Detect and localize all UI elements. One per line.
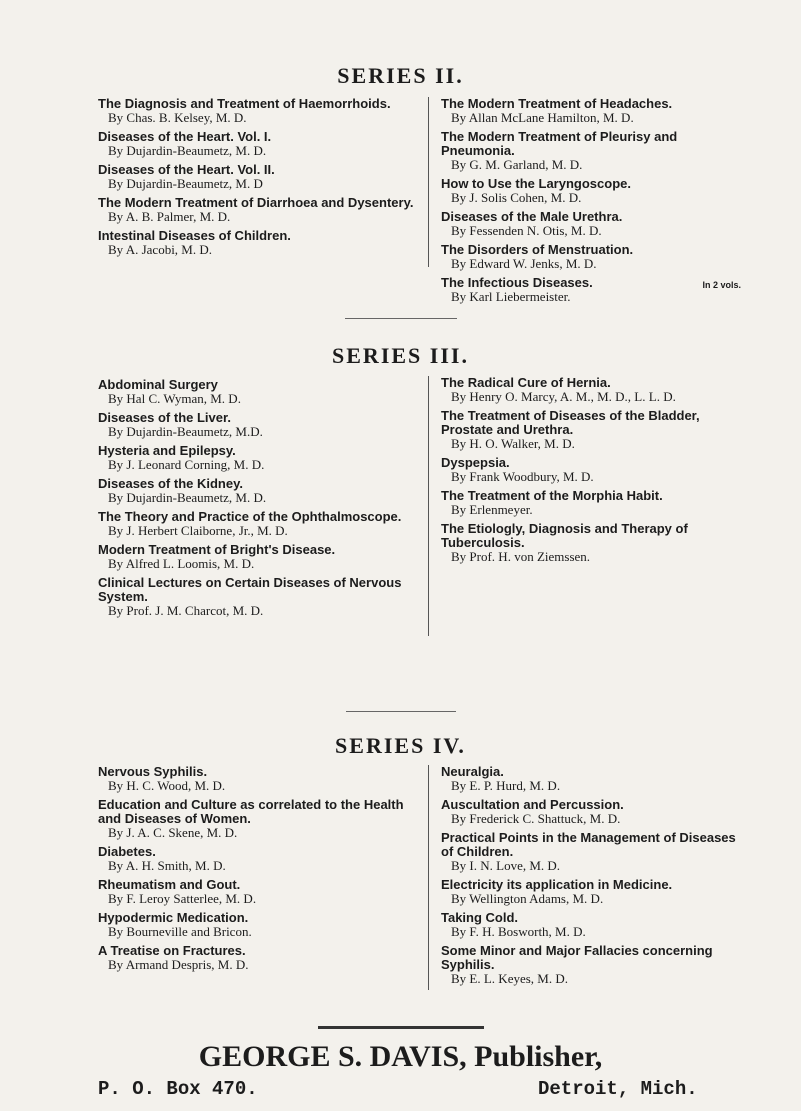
book-title: Diseases of the Kidney.: [98, 476, 243, 491]
book-entry: [441, 765, 746, 793]
volume-note: In 2 vols.: [702, 280, 741, 290]
book-author: By A. Jacobi, M. D.: [108, 242, 212, 257]
book-author: By F. Leroy Satterlee, M. D.: [108, 891, 257, 906]
series-3-title: SERIES III.: [332, 343, 469, 368]
book-title: Diseases of the Heart. Vol. I.: [98, 129, 272, 144]
book-author: By Bourneville and Bricon.: [108, 924, 252, 939]
book-entry: [441, 911, 746, 939]
book-entry: [98, 229, 428, 257]
series-2-title: SERIES II.: [337, 63, 464, 88]
book-title: The Modern Treatment of Diarrhoea and Dysentery.: [98, 195, 414, 210]
series-4-left-column: [98, 765, 428, 977]
book-entry: [98, 765, 428, 793]
book-title: Hysteria and Epilepsy.: [98, 443, 236, 458]
book-author: By A. B. Palmer, M. D.: [108, 209, 231, 224]
book-title: Abdominal Surgery: [98, 377, 218, 392]
book-entry: [441, 522, 746, 564]
book-entry: [441, 130, 741, 172]
book-entry: [98, 576, 428, 618]
book-author: By Armand Despris, M. D.: [108, 957, 249, 972]
series-4-right-column: [428, 765, 746, 990]
book-title: Diseases of the Male Urethra.: [441, 209, 623, 224]
book-author: By Dujardin-Beaumetz, M. D.: [108, 143, 267, 158]
book-entry: [98, 543, 428, 571]
book-entry: [441, 376, 746, 404]
book-entry: [98, 944, 428, 972]
book-author: By E. P. Hurd, M. D.: [451, 778, 561, 793]
book-author: By Chas. B. Kelsey, M. D.: [108, 110, 247, 125]
book-title: Diseases of the Liver.: [98, 410, 231, 425]
book-author: By Fessenden N. Otis, M. D.: [451, 223, 602, 238]
publisher-rule: [318, 1026, 484, 1029]
book-title: Clinical Lectures on Certain Diseases of Nervous System.: [98, 575, 402, 604]
book-title: Nervous Syphilis.: [98, 764, 208, 779]
book-entry: [441, 97, 741, 125]
series-2-divider-rule: [345, 318, 457, 319]
book-entry: [98, 378, 428, 406]
book-title: Auscultation and Percussion.: [441, 797, 624, 812]
book-entry: [98, 196, 428, 224]
publisher-name: GEORGE S. DAVIS, Publisher,: [198, 1040, 603, 1073]
publisher-po-box: P. O. Box 470.: [98, 1078, 258, 1100]
book-author: By H. O. Walker, M. D.: [451, 436, 575, 451]
book-author: By J. Leonard Corning, M. D.: [108, 457, 265, 472]
book-author: By H. C. Wood, M. D.: [108, 778, 226, 793]
book-author: By Prof. H. von Ziemssen.: [451, 549, 591, 564]
book-author: By Frederick C. Shattuck, M. D.: [451, 811, 621, 826]
book-entry: [441, 798, 746, 826]
book-title: A Treatise on Fractures.: [98, 943, 246, 958]
book-title: The Radical Cure of Hernia.: [441, 375, 611, 390]
book-title: Intestinal Diseases of Children.: [98, 228, 291, 243]
book-title: The Treatment of Diseases of the Bladder, Prostate and Urethra.: [441, 408, 700, 437]
book-entry: [441, 276, 741, 304]
book-title: The Etiologly, Diagnosis and Therapy of Tuberculosis.: [441, 521, 688, 550]
book-entry: [441, 489, 746, 517]
book-author: By Edward W. Jenks, M. D.: [451, 256, 597, 271]
series-3-right-column: [428, 376, 746, 636]
book-title: The Treatment of the Morphia Habit.: [441, 488, 663, 503]
book-entry: [98, 130, 428, 158]
book-author: By J. Herbert Claiborne, Jr., M. D.: [108, 523, 288, 538]
book-author: By Henry O. Marcy, A. M., M. D., L. L. D.: [451, 389, 676, 404]
book-title: Diabetes.: [98, 844, 156, 859]
book-title: Modern Treatment of Bright's Disease.: [98, 542, 336, 557]
book-entry: [441, 210, 741, 238]
book-author: By I. N. Love, M. D.: [451, 858, 561, 873]
book-author: By F. H. Bosworth, M. D.: [451, 924, 586, 939]
book-entry: [441, 243, 741, 271]
book-author: By Wellington Adams, M. D.: [451, 891, 604, 906]
book-entry: [98, 444, 428, 472]
series-2-right-column: [428, 96, 741, 304]
book-author: By Dujardin-Beaumetz, M. D.: [108, 490, 267, 505]
book-title: The Modern Treatment of Pleurisy and Pneumonia.: [441, 129, 678, 158]
book-title: How to Use the Laryngoscope.: [441, 176, 631, 191]
book-entry: [441, 409, 746, 451]
series-4-title: SERIES IV.: [335, 733, 466, 758]
book-author: By Dujardin-Beaumetz, M. D: [108, 176, 263, 191]
series-3-left-column: [98, 378, 428, 623]
book-entry: [441, 456, 746, 484]
publisher-city: Detroit, Mich.: [538, 1078, 698, 1100]
book-title: Rheumatism and Gout.: [98, 877, 241, 892]
book-entry: [98, 878, 428, 906]
book-entry: [98, 510, 428, 538]
book-title: Education and Culture as correlated to the Health and Diseases of Women.: [98, 797, 404, 826]
book-entry: [98, 163, 428, 191]
book-entry: [98, 798, 428, 840]
book-author: By Prof. J. M. Charcot, M. D.: [108, 603, 264, 618]
series-2-left-column: [98, 97, 428, 262]
book-entry: [441, 177, 741, 205]
book-title: Taking Cold.: [441, 910, 519, 925]
book-author: By Alfred L. Loomis, M. D.: [108, 556, 255, 571]
book-entry: [441, 831, 746, 873]
series-3-divider-rule: [346, 711, 456, 712]
book-title: Hypodermic Medication.: [98, 910, 249, 925]
book-title: Some Minor and Major Fallacies concerning Syphilis.: [441, 943, 713, 972]
book-title: Electricity its application in Medicine.: [441, 877, 673, 892]
book-author: By Hal C. Wyman, M. D.: [108, 391, 241, 406]
book-title: Dyspepsia.: [441, 455, 510, 470]
book-title: Diseases of the Heart. Vol. II.: [98, 162, 275, 177]
book-author: By Allan McLane Hamilton, M. D.: [451, 110, 634, 125]
book-author: By Dujardin-Beaumetz, M.D.: [108, 424, 263, 439]
book-author: By Karl Liebermeister.: [451, 289, 571, 304]
book-entry: [441, 878, 746, 906]
book-title: Practical Points in the Management of Diseases of Children.: [441, 830, 736, 859]
book-title: The Infectious Diseases.: [441, 275, 593, 290]
book-author: By J. A. C. Skene, M. D.: [108, 825, 238, 840]
book-title: The Modern Treatment of Headaches.: [441, 96, 673, 111]
book-author: By Erlenmeyer.: [451, 502, 533, 517]
book-title: The Disorders of Menstruation.: [441, 242, 634, 257]
book-entry: [98, 845, 428, 873]
book-entry: [98, 411, 428, 439]
book-author: By E. L. Keyes, M. D.: [451, 971, 568, 986]
book-entry: [441, 944, 746, 986]
book-title: Neuralgia.: [441, 764, 504, 779]
book-author: By J. Solis Cohen, M. D.: [451, 190, 582, 205]
book-title: The Diagnosis and Treatment of Haemorrhoids.: [98, 96, 391, 111]
book-author: By A. H. Smith, M. D.: [108, 858, 226, 873]
book-title: The Theory and Practice of the Ophthalmoscope.: [98, 509, 402, 524]
book-entry: [98, 97, 428, 125]
book-author: By G. M. Garland, M. D.: [451, 157, 583, 172]
book-author: By Frank Woodbury, M. D.: [451, 469, 594, 484]
book-entry: [98, 911, 428, 939]
book-entry: [98, 477, 428, 505]
